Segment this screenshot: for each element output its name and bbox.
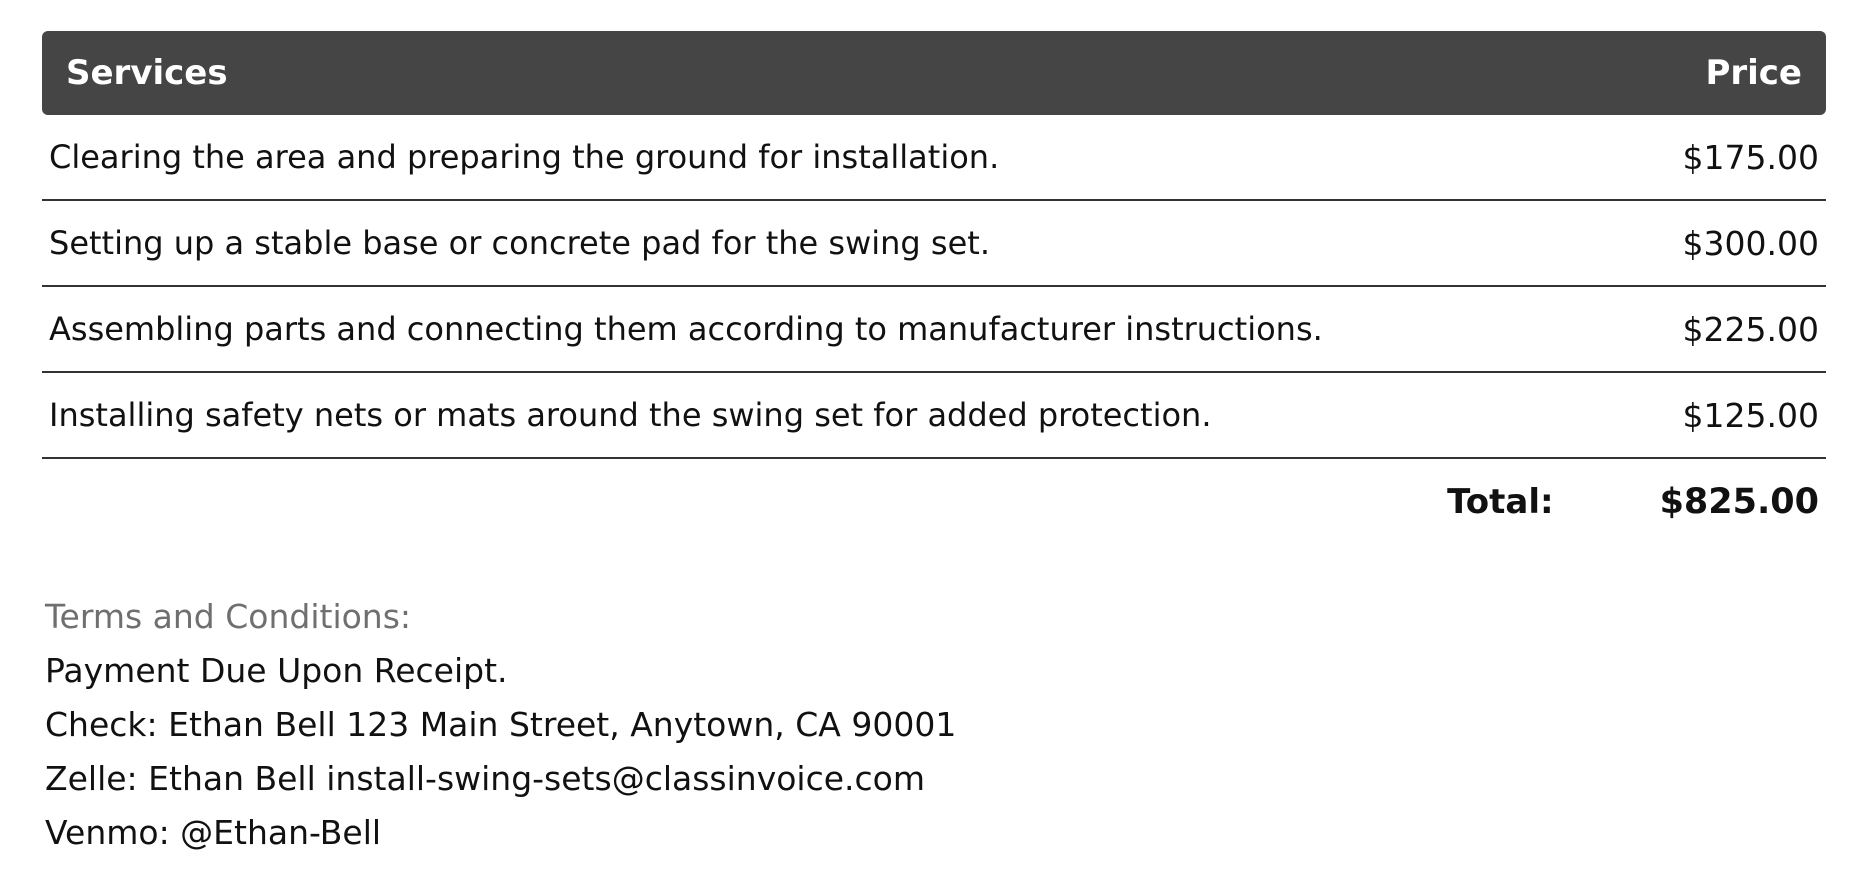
table-row	[42, 373, 1826, 459]
table-row	[42, 115, 1826, 201]
total-label: Total:	[1447, 482, 1554, 522]
service-price: $175.00	[1682, 137, 1819, 177]
terms-title: Terms and Conditions:	[45, 597, 412, 636]
service-description: Clearing the area and preparing the ground for installation.	[49, 138, 1000, 176]
service-price: $300.00	[1682, 223, 1819, 263]
terms-line-check: Check: Ethan Bell 123 Main Street, Anytown, CA 90001	[45, 705, 957, 744]
service-price: $125.00	[1682, 395, 1819, 435]
service-description: Installing safety nets or mats around the swing set for added protection.	[49, 396, 1212, 434]
service-description: Setting up a stable base or concrete pad for the swing set.	[49, 224, 990, 262]
service-description: Assembling parts and connecting them according to manufacturer instructions.	[49, 310, 1323, 348]
terms-line-venmo: Venmo: @Ethan-Bell	[45, 813, 382, 852]
table-row	[42, 201, 1826, 287]
invoice-services-table	[42, 31, 1826, 860]
total-row	[42, 459, 1826, 545]
total-value: $825.00	[1659, 482, 1819, 522]
terms-section	[42, 590, 1826, 860]
table-header	[42, 31, 1826, 115]
service-price: $225.00	[1682, 309, 1819, 349]
terms-line-zelle: Zelle: Ethan Bell install-swing-sets@classinvoice.com	[45, 759, 925, 798]
services-column-header: Services	[66, 53, 228, 93]
terms-line-payment: Payment Due Upon Receipt.	[45, 651, 508, 690]
price-column-header: Price	[1705, 53, 1802, 93]
table-row	[42, 287, 1826, 373]
